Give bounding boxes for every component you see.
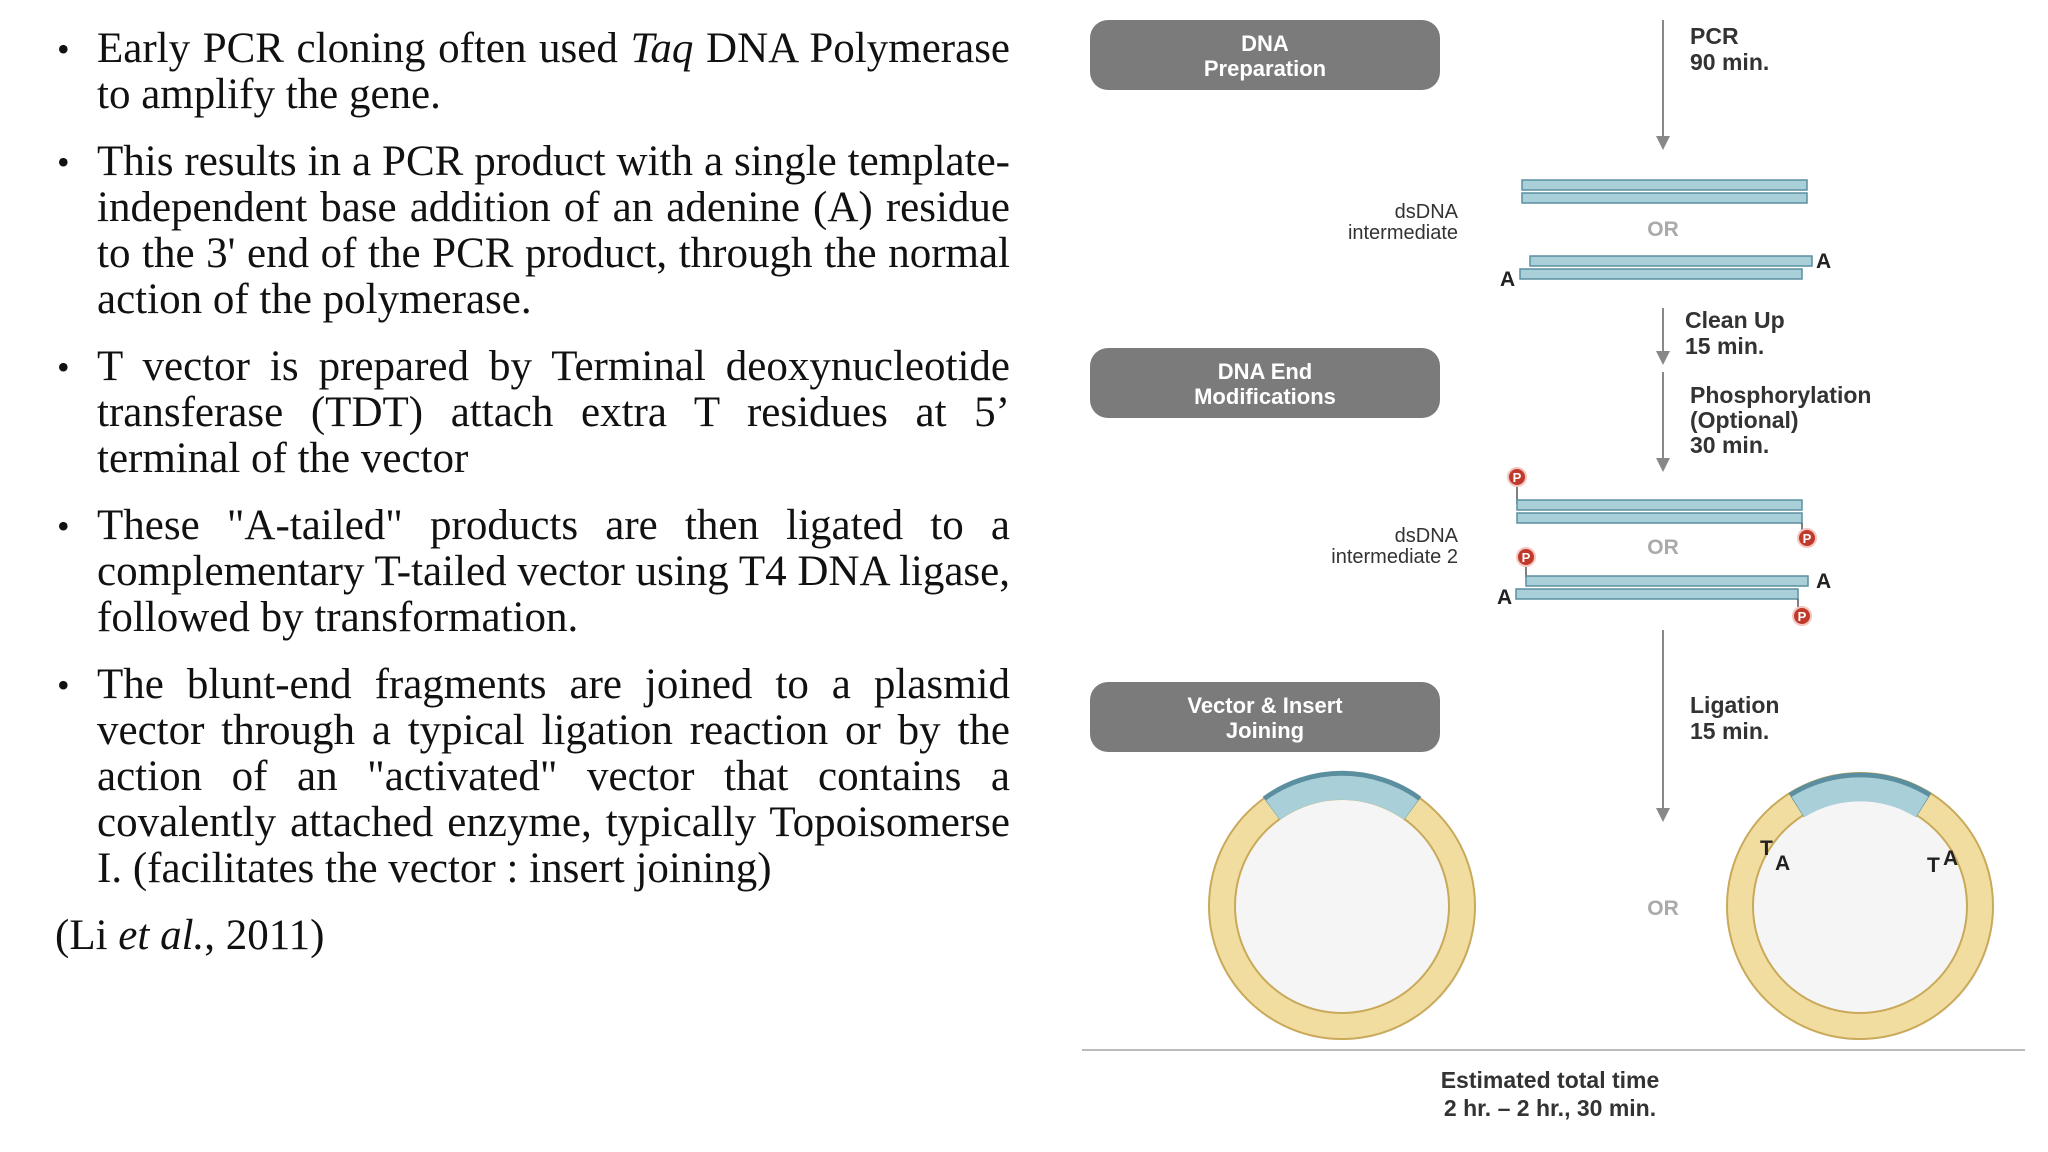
phosphate-p-2: P: [1802, 531, 1812, 546]
t-vector-plasmid: [1740, 786, 1993, 1037]
bullet-text: Early PCR cloning often used: [97, 25, 631, 72]
bullet-list: [55, 26, 1010, 892]
bullet-item: [55, 139, 1010, 323]
total-time-value: 2 hr. – 2 hr., 30 min.: [1443, 1095, 1657, 1121]
a-overhang-left: A: [1775, 852, 1791, 875]
phosphate-p-4: P: [1797, 609, 1807, 624]
blunt-dsdna-1: [1522, 180, 1807, 203]
or-label-1: OR: [1647, 218, 1679, 241]
citation-em: et al.: [118, 912, 205, 959]
stage-1-line1: DNA: [1241, 31, 1289, 56]
bullet-text: The blunt-end fragments are joined to a plasmid vector through a typical ligation reaction or by the action of an "activated" vector that contains a covalently attached enzyme, typically Topoisomerse I. (facilitates the vector : insert joining): [97, 661, 1010, 892]
bullet-item: [55, 26, 1010, 118]
stage-dna-end-modifications: [1090, 348, 1440, 418]
citation-before: (Li: [55, 912, 119, 959]
stage-3-line1: Vector & Insert: [1187, 693, 1343, 718]
bullet-text: T vector is prepared by Terminal deoxynucleotide transferase (TDT) attach extra T residues at 5’ terminal of the vector: [97, 343, 1010, 482]
phosphate-p-3: P: [1521, 550, 1531, 565]
cloning-workflow-figure: [1080, 10, 2040, 1140]
a-tailed-dsdna-1: [1520, 256, 1812, 279]
intermediate-1-line1: dsDNA: [1394, 201, 1458, 223]
citation-after: , 2011): [204, 912, 325, 959]
intermediate-1-line2: intermediate: [1347, 222, 1458, 244]
bullet-emphasis: Taq: [630, 25, 694, 72]
total-time-label: Estimated total time: [1440, 1067, 1660, 1093]
slide-text: [55, 26, 1010, 959]
phosphorylated-a-tailed-dsdna: [1516, 548, 1811, 625]
stage-dna-preparation: [1090, 20, 1440, 90]
pcr-label: PCR: [1690, 23, 1739, 49]
bullet-text-after: DNA Polymerase to amplify the gene.: [97, 25, 1011, 118]
blunt-plasmid: [1222, 785, 1475, 1037]
phosphorylation-label: Phosphorylation: [1690, 382, 1872, 408]
stage-2-line1: DNA End: [1217, 359, 1313, 384]
ligation-label: Ligation: [1690, 692, 1780, 718]
ligation-time: 15 min.: [1690, 718, 1770, 744]
phosphorylation-time: 30 min.: [1690, 432, 1770, 458]
bullet-text: These "A-tailed" products are then ligated to a complementary T-tailed vector using T4 DNA ligase, followed by transformation.: [97, 502, 1010, 641]
a-overhang-5prime-1: A: [1500, 268, 1516, 291]
bullet-text: This results in a PCR product with a single template-independent base addition of an adenine (A) residue to the 3' end of the PCR product, through the normal action of the polymerase.: [97, 138, 1010, 323]
stage-2-line2: Modifications: [1194, 384, 1336, 409]
workflow-diagram: [1080, 10, 2040, 1140]
a-overhang-5prime-2: A: [1497, 586, 1513, 609]
stage-vector-insert-joining: [1090, 682, 1440, 752]
phosphorylation-optional: (Optional): [1690, 407, 1799, 433]
cleanup-label: Clean Up: [1685, 307, 1785, 333]
t-overhang-right: T: [1927, 854, 1940, 877]
cleanup-time: 15 min.: [1685, 333, 1765, 359]
stage-3-line2: Joining: [1225, 718, 1305, 743]
phosphate-p-1: P: [1512, 470, 1522, 485]
a-overhang-3prime-1: A: [1816, 250, 1832, 273]
or-label-3: OR: [1647, 897, 1679, 920]
a-overhang-3prime-2: A: [1816, 570, 1832, 593]
bullet-item: [55, 662, 1010, 892]
pcr-time: 90 min.: [1690, 49, 1770, 75]
stage-1-line2: Preparation: [1203, 56, 1327, 81]
a-overhang-right: A: [1943, 847, 1959, 870]
t-overhang-left: T: [1760, 837, 1773, 860]
intermediate-2-line1: dsDNA: [1394, 525, 1458, 547]
bullet-item: [55, 503, 1010, 641]
bullet-item: [55, 344, 1010, 482]
intermediate-2-line2: intermediate 2: [1331, 546, 1458, 568]
citation: [55, 913, 1010, 959]
or-label-2: OR: [1647, 536, 1679, 559]
